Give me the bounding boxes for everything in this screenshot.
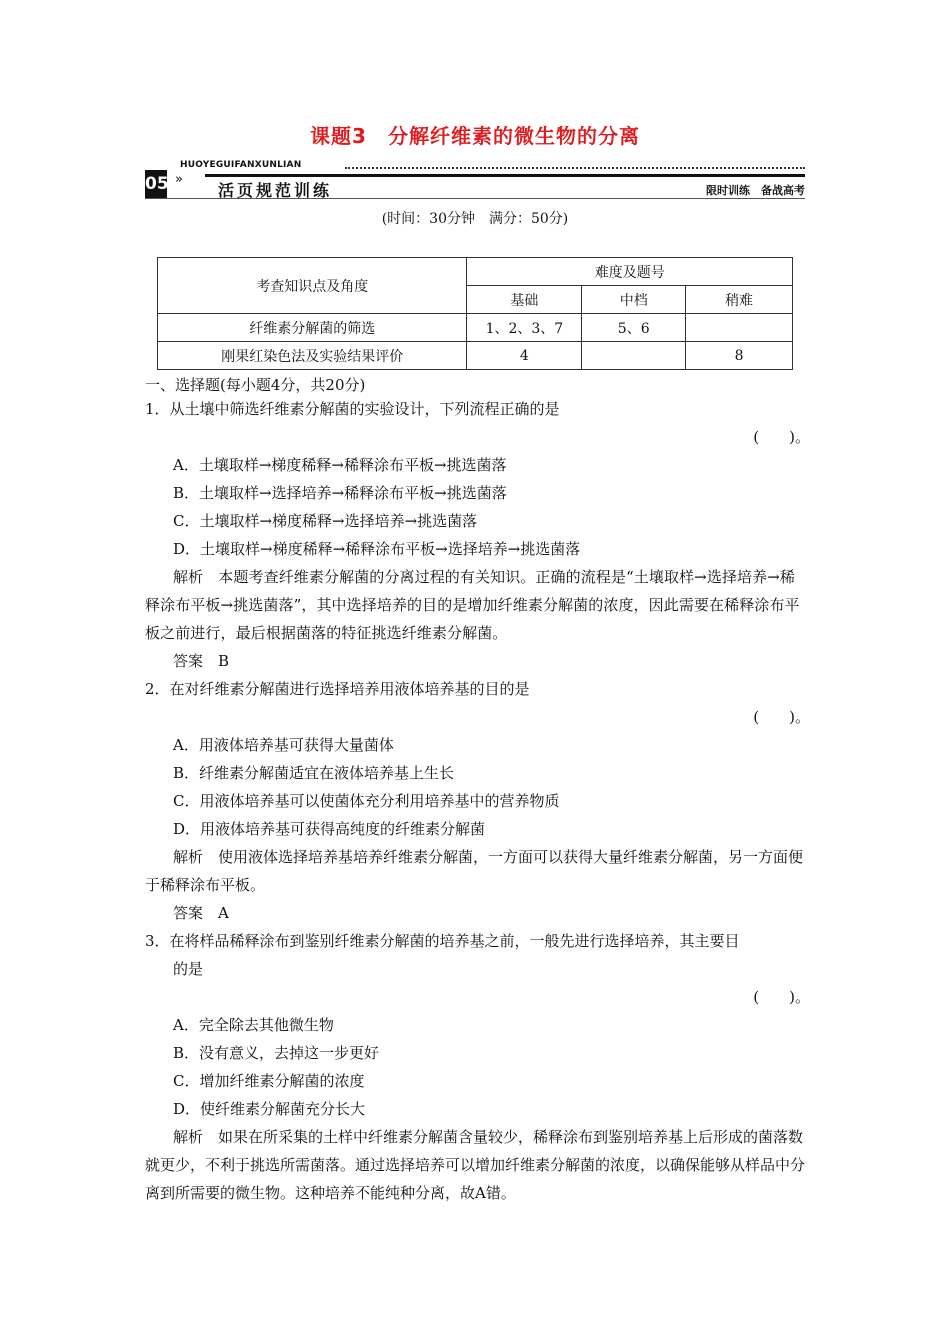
section-heading: 一、选择题(每小题4分，共20分) — [145, 376, 366, 394]
cell-hard — [686, 314, 793, 342]
option-d: D．使纤维素分解菌充分长大 — [173, 1100, 366, 1118]
cell-hard: 8 — [686, 342, 793, 370]
banner-underline — [145, 198, 805, 199]
page-title: 课题3 分解纤维素的微生物的分离 — [310, 124, 640, 148]
table-row — [158, 342, 793, 370]
cell-topic: 纤维素分解菌的筛选 — [158, 314, 467, 342]
option-c: C．土壤取样→梯度稀释→选择培养→挑选菌落 — [173, 512, 478, 530]
answer-blank: ( )。 — [753, 708, 810, 726]
option-c: C．增加纤维素分解菌的浓度 — [173, 1072, 365, 1090]
time-info: (时间：30分钟 满分：50分) — [381, 211, 569, 227]
analysis-3: 解析 如果在所采集的土样中纤维素分解菌含量较少，稀释涂布到鉴别培养基上后形成的菌落数就更少，不利于挑选所需菌落。通过选择培养可以增加纤维素分解菌的浓度，以确保能够从样品中分离到所需要的微生物。这种培养不能纯种分离，故A错。 — [145, 1128, 806, 1202]
answer-2: 答案 A — [173, 904, 229, 922]
option-b: B．纤维素分解菌适宜在液体培养基上生长 — [173, 764, 455, 782]
banner-title: 活页规范训练 — [218, 181, 333, 200]
banner-slogan: 限时训练 备战高考 — [706, 184, 805, 197]
banner-bar — [205, 174, 805, 177]
header-hard: 稍难 — [686, 286, 793, 314]
dotted-divider — [345, 167, 805, 169]
question-stem-3a: 3．在将样品稀释涂布到鉴别纤维素分解菌的培养基之前，一般先进行选择培养，其主要目 — [145, 932, 740, 950]
answer-1: 答案 B — [173, 652, 230, 670]
table-row — [158, 314, 793, 342]
option-a: A．土壤取样→梯度稀释→稀释涂布平板→挑选菌落 — [173, 456, 507, 474]
header-basic: 基础 — [467, 286, 582, 314]
option-c: C．用液体培养基可以使菌体充分利用培养基中的营养物质 — [173, 792, 560, 810]
question-stem-3b: 的是 — [173, 960, 204, 978]
option-d: D．用液体培养基可获得高纯度的纤维素分解菌 — [173, 820, 486, 838]
cell-basic: 1、2、3、7 — [467, 314, 582, 342]
header-difficulty: 难度及题号 — [467, 258, 793, 286]
option-a: A．用液体培养基可获得大量菌体 — [173, 736, 394, 754]
knowledge-table — [157, 257, 793, 370]
header-mid: 中档 — [582, 286, 686, 314]
header-topic: 考查知识点及角度 — [158, 258, 467, 314]
cell-mid: 5、6 — [582, 314, 686, 342]
option-b: B．没有意义，去掉这一步更好 — [173, 1044, 380, 1062]
question-content — [145, 375, 810, 1207]
chevron-icon: » — [175, 172, 183, 187]
analysis-1: 解析 本题考查纤维素分解菌的分离过程的有关知识。正确的流程是“土壤取样→选择培养→稀释涂布平板→挑选菌落”，其中选择培养的目的是增加纤维素分解菌的浓度，因此需要在稀释涂布平板之前进行，最后根据菌落的特征挑选纤维素分解菌。 — [145, 568, 800, 642]
option-d: D．土壤取样→梯度稀释→稀释涂布平板→选择培养→挑选菌落 — [173, 540, 581, 558]
cell-mid — [582, 342, 686, 370]
option-a: A．完全除去其他微生物 — [173, 1016, 334, 1034]
question-stem-1: 1．从土壤中筛选纤维素分解菌的实验设计，下列流程正确的是 — [145, 400, 560, 418]
banner-pinyin: HUOYEGUIFANXUNLIAN — [180, 160, 302, 170]
section-number: 05 — [145, 170, 167, 198]
question-stem-2: 2．在对纤维素分解菌进行选择培养用液体培养基的目的是 — [145, 680, 530, 698]
section-banner — [145, 160, 805, 202]
cell-topic: 刚果红染色法及实验结果评价 — [158, 342, 467, 370]
option-b: B．土壤取样→选择培养→稀释涂布平板→挑选菌落 — [173, 484, 507, 502]
answer-blank: ( )。 — [753, 988, 810, 1006]
cell-basic: 4 — [467, 342, 582, 370]
analysis-2: 解析 使用液体选择培养基培养纤维素分解菌，一方面可以获得大量纤维素分解菌，另一方面便于稀释涂布平板。 — [145, 848, 804, 894]
answer-blank: ( )。 — [753, 428, 810, 446]
